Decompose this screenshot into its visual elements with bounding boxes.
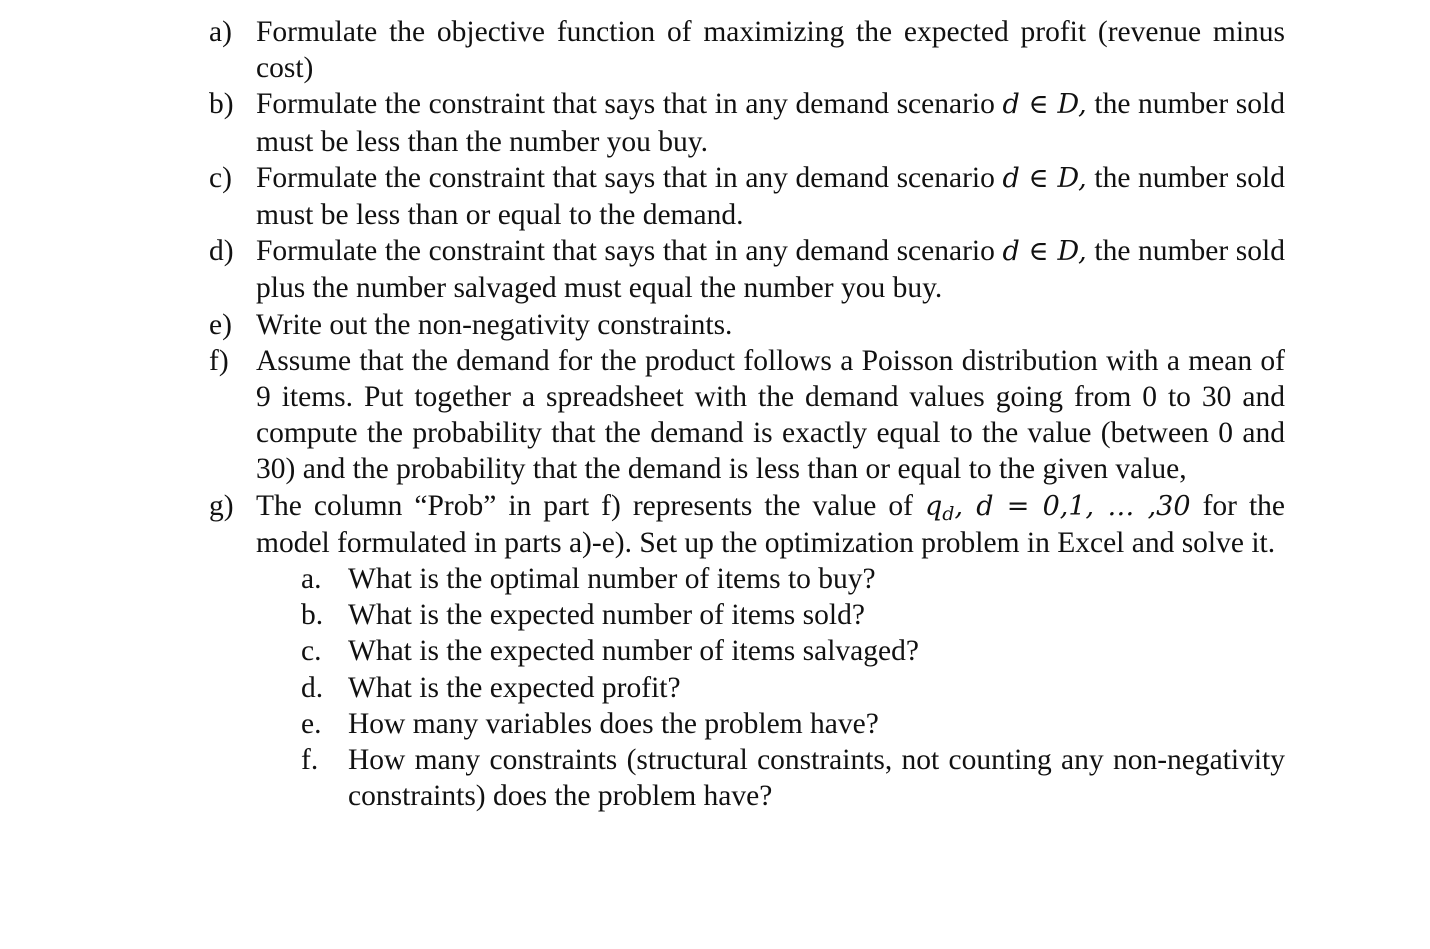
item-marker: g) — [209, 489, 234, 522]
sub-question-b — [256, 597, 1285, 633]
item-text-after: the number sold must be less than the number you buy. — [256, 88, 1285, 158]
math-expression: d ∈ D, — [1002, 236, 1087, 268]
sub-question-list — [256, 561, 1285, 814]
sub-item-text: What is the optimal number of items to buy? — [348, 563, 876, 596]
sub-item-text: What is the expected number of items sold? — [348, 599, 865, 632]
item-text-after: for the model formulated in parts a)-e). Set up the optimization problem in Excel and solve it. — [256, 489, 1286, 559]
item-marker: e) — [209, 308, 232, 341]
sub-item-marker: e. — [301, 707, 322, 740]
sub-question-e — [256, 706, 1285, 742]
question-item-c — [209, 160, 1285, 233]
item-marker: c) — [209, 161, 232, 194]
math-q-variable: q — [924, 490, 943, 522]
math-q-subscript: d — [942, 502, 955, 525]
sub-item-marker: d. — [301, 671, 324, 704]
item-marker: b) — [209, 88, 234, 121]
item-text: Assume that the demand for the product follows a Poisson distribution with a mean of 9 items. Put together a spreadsheet with the demand values going from 0 to 30 and compute the probability that the demand is exactly equal to the value (between 0 and 30) and the probability that the demand is less than or equal to the given value, — [256, 344, 1285, 486]
item-text-before: Formulate the constraint that says that in any demand scenario — [256, 88, 995, 121]
sub-item-marker: a. — [301, 563, 322, 596]
math-range: , d = 0,1, … ,30 — [954, 490, 1191, 522]
question-item-b — [209, 86, 1285, 159]
sub-item-text: What is the expected number of items salvaged? — [348, 635, 919, 668]
sub-item-text: What is the expected profit? — [348, 671, 681, 704]
sub-item-marker: c. — [301, 635, 322, 668]
item-text-before: Formulate the constraint that says that in any demand scenario — [256, 161, 995, 194]
question-item-g — [209, 488, 1285, 561]
sub-question-f — [256, 742, 1285, 814]
sub-question-d — [256, 670, 1285, 706]
sub-item-marker: b. — [301, 599, 324, 632]
item-text-before: Formulate the constraint that says that in any demand scenario — [256, 235, 995, 268]
sub-question-c — [256, 633, 1285, 669]
math-expression: d ∈ D, — [1002, 162, 1087, 194]
item-text-after: the number sold plus the number salvaged must equal the number you buy. — [256, 235, 1285, 305]
item-text: Write out the non-negativity constraints. — [256, 308, 733, 341]
question-item-e — [209, 307, 1285, 343]
item-text-before: The column “Prob” in part f) represents the value of — [256, 489, 913, 522]
question-item-d — [209, 233, 1285, 306]
item-marker: d) — [209, 235, 234, 268]
question-item-a — [209, 14, 1285, 86]
question-list — [209, 14, 1285, 814]
sub-item-text: How many constraints (structural constraints, not counting any non-negativity constraints) does the problem have? — [348, 744, 1285, 813]
item-marker: f) — [209, 344, 229, 377]
sub-item-text: How many variables does the problem have? — [348, 707, 879, 740]
item-text: Formulate the objective function of maximizing the expected profit (revenue minus cost) — [256, 16, 1285, 85]
question-item-f — [209, 343, 1285, 488]
math-expression: d ∈ D, — [1002, 89, 1087, 121]
item-marker: a) — [209, 16, 232, 48]
sub-question-a — [256, 561, 1285, 597]
sub-item-marker: f. — [301, 744, 319, 777]
item-text-after: the number sold must be less than or equal to the demand. — [256, 161, 1285, 232]
